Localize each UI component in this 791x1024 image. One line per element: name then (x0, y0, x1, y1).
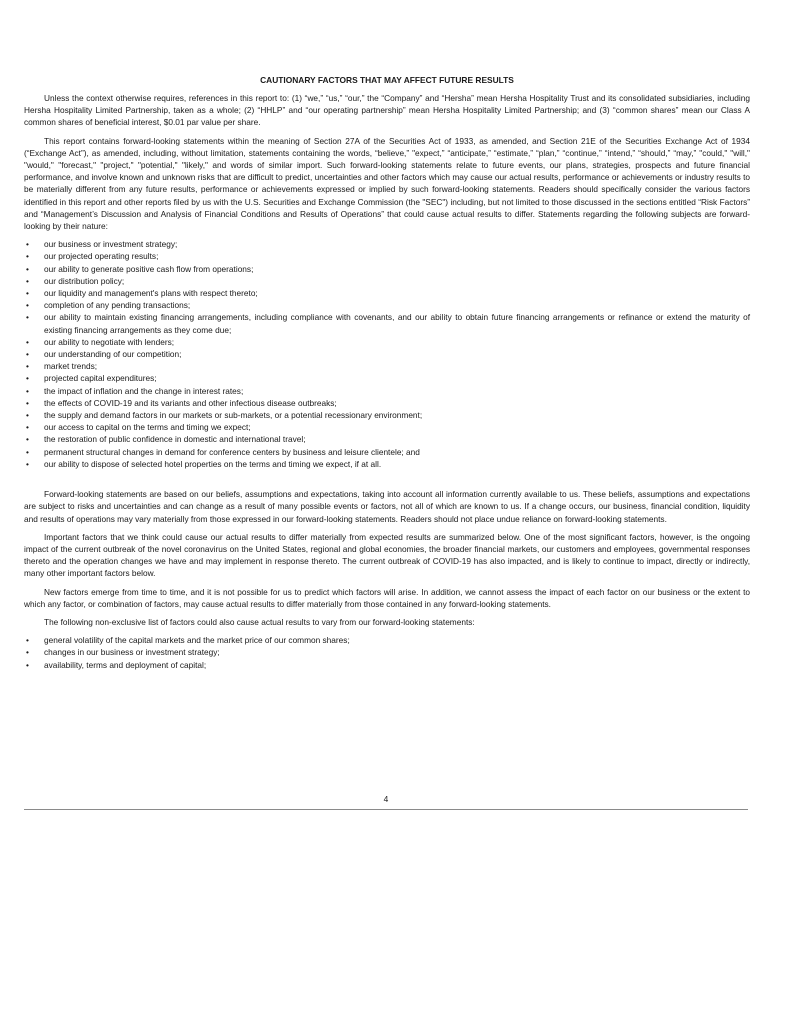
subjects-list (24, 238, 750, 470)
beliefs-paragraph: Forward-looking statements are based on our beliefs, assumptions and expectations, taking into account all information currently available to us. These beliefs, assumptions and expectations are subject to risks and uncertainties and can change as a result of many possible events or factors, not all of which are known to us. If a change occurs, our business, financial condition, liquidity and results of operations may vary materially from those expressed in our forward-looking statements. Readers should not place undue reliance on forward-looking statements. (24, 489, 750, 524)
section-title: CAUTIONARY FACTORS THAT MAY AFFECT FUTURE RESULTS (260, 75, 514, 85)
list-item: • changes in our business or investment strategy; (24, 646, 750, 658)
factors-list (24, 634, 750, 671)
list-item: • the supply and demand factors in our markets or sub-markets, or a potential recessionary environment; (24, 409, 750, 421)
list-item: • the effects of COVID-19 and its variants and other infectious disease outbreaks; (24, 397, 750, 409)
list-item: • our liquidity and management's plans with respect thereto; (24, 287, 750, 299)
definitions-paragraph: Unless the context otherwise requires, references in this report to: (1) “we,” “us,” “our,” the “Company” and “Hersha” mean Hersha Hospitality Trust and its consolidated subsidiaries, including Hersha Hospitality Limited Partnership, taken as a whole; (2) “HHLP” and “our operating partnership” mean Hersha Hospitality Limited Partnership; and (3) “common shares” mean our Class A common shares of beneficial interest, $0.01 par value per share. (24, 93, 750, 128)
list-item: • our ability to negotiate with lenders; (24, 336, 750, 348)
list-item: • our ability to generate positive cash flow from operations; (24, 263, 750, 275)
list-item: • our access to capital on the terms and timing we expect; (24, 421, 750, 433)
document-page (24, 74, 750, 677)
list-item: • availability, terms and deployment of capital; (24, 659, 750, 671)
list-item: • completion of any pending transactions; (24, 299, 750, 311)
list-item: • our business or investment strategy; (24, 238, 750, 250)
list-item: • the impact of inflation and the change in interest rates; (24, 385, 750, 397)
spacer (24, 476, 750, 488)
important-factors-paragraph: Important factors that we think could cause our actual results to differ materially from expected results are summarized below. One of the most significant factors, however, is the ongoing impact of the current outbreak of the novel coronavirus on the United States, regional and global economies, the broader financial markets, our customers and employees, governmental responses thereto and the operation changes we have and may implement in response thereto. The current outbreak of COVID-19 has also impacted, and is likely to continue to impact, directly or indirectly, many other important factors below. (24, 531, 750, 579)
list-item: • our understanding of our competition; (24, 348, 750, 360)
list-item: • our projected operating results; (24, 250, 750, 262)
list-item: • our ability to maintain existing financing arrangements, including compliance with covenants, and our ability to obtain future financing arrangements or refinance or extend the maturity of existing financing arrangements as they come due; (24, 311, 750, 335)
list-item: • market trends; (24, 360, 750, 372)
list-item: • our ability to dispose of selected hotel properties on the terms and timing we expect, if at all. (24, 458, 750, 470)
forward-looking-paragraph: This report contains forward-looking statements within the meaning of Section 27A of the Securities Act of 1933, as amended, and Section 21E of the Securities Exchange Act of 1934 (“Exchange Act”), as amended, including, without limitation, statements containing the words, “believe,” "expect,” “anticipate,” “estimate,” “plan,” “continue,” “intend,” “should,” “may,” "could," "will," "would," "forecast," "project," "potential," "likely," and words of similar import. Such forward-looking statements relate to future events, our plans, strategies, prospects and future financial performance, and involve known and unknown risks that are difficult to predict, uncertainties and other factors which may cause our actual results, performance or achievements or industry results to be materially different from any future results, performance or achievements expressed or implied by such forward-looking statements. Readers should specifically consider the various factors identified in this report and other reports filed by us with the U.S. Securities and Exchange Commission (the "SEC") including, but not limited to those discussed in the sections entitled “Risk Factors” and “Management’s Discussion and Analysis of Financial Conditions and Results of Operations” that could cause actual results to differ. Statements regarding the following subjects are forward-looking by their nature: (24, 135, 750, 232)
new-factors-paragraph: New factors emerge from time to time, and it is not possible for us to predict which factors will arise. In addition, we cannot assess the impact of each factor on our business or the extent to which any factor, or combination of factors, may cause actual results to differ materially from those contained in any forward-looking statements. (24, 586, 750, 609)
list-item: • our distribution policy; (24, 275, 750, 287)
list-item: • projected capital expenditures; (24, 372, 750, 384)
list-item: • the restoration of public confidence in domestic and international travel; (24, 433, 750, 445)
page-number: 4 (24, 794, 748, 810)
factors-intro-paragraph: The following non-exclusive list of factors could also cause actual results to vary from our forward-looking statements: (44, 616, 475, 627)
list-item: • general volatility of the capital markets and the market price of our common shares; (24, 634, 750, 646)
list-item: • permanent structural changes in demand for conference centers by business and leisure clientele; and (24, 446, 750, 458)
